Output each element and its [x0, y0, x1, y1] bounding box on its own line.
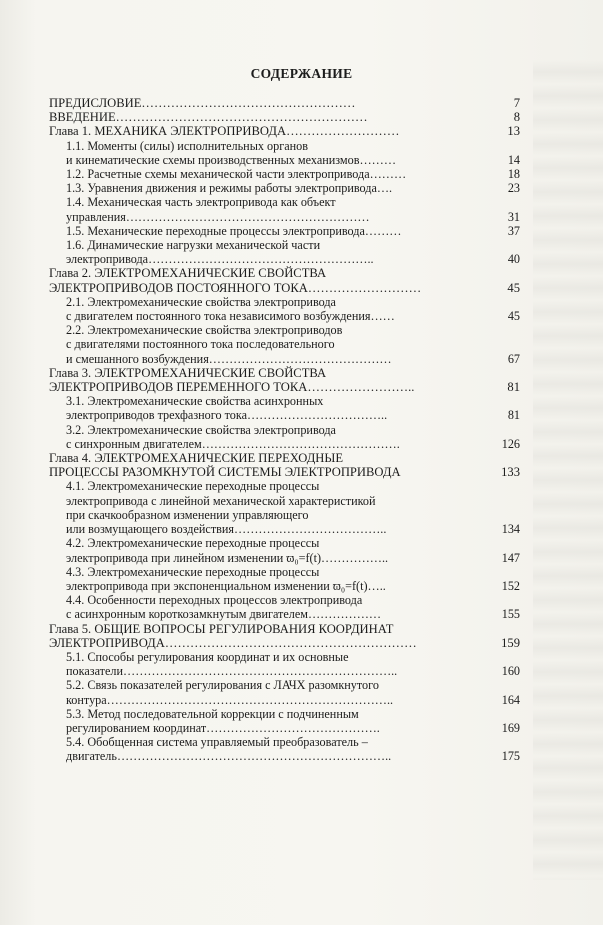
toc-entry-text-line: Глава 1. МЕХАНИКА ЭЛЕКТРОПРИВОДА………………………: [49, 124, 400, 139]
toc-section-entry[interactable]: [0, 593, 603, 621]
toc-section-entry[interactable]: [0, 565, 603, 593]
toc-section-entry[interactable]: [0, 295, 603, 323]
toc-section-entry[interactable]: [0, 536, 603, 564]
toc-entry-text-line: Глава 4. ЭЛЕКТРОМЕХАНИЧЕСКИЕ ПЕРЕХОДНЫЕ: [49, 451, 344, 466]
toc-entry-text-line: электропривода при линейном изменении ϖ₀=f(t)……………..: [66, 550, 389, 565]
toc-page-number: 159: [501, 635, 520, 650]
toc-chapter-entry[interactable]: [0, 124, 603, 138]
toc-page-number: 14: [507, 152, 520, 167]
toc-entry-text-line: Глава 2. ЭЛЕКТРОМЕХАНИЧЕСКИЕ СВОЙСТВА: [49, 266, 327, 281]
toc-entry-text-line: с двигателями постоянного тока последовательного: [66, 337, 335, 352]
toc-entry-text-line: 1.1. Моменты (силы) исполнительных органов: [66, 138, 308, 153]
toc-entry-text-line: 5.2. Связь показателей регулирования с ЛАЧХ разомкнутого: [66, 678, 379, 693]
toc-section-entry[interactable]: [0, 238, 603, 266]
toc-entry-text-line: и кинематические схемы производственных механизмов………: [66, 152, 397, 167]
toc-chapter-entry[interactable]: [0, 266, 603, 294]
toc-entry-text-line: 1.3. Уравнения движения и режимы работы электропривода….: [66, 181, 393, 196]
toc-page-number: 155: [501, 607, 520, 622]
toc-page-number: 7: [513, 96, 520, 110]
toc-section-entry[interactable]: [0, 479, 603, 536]
toc-section-entry[interactable]: [0, 167, 603, 181]
toc-page-number: 45: [507, 280, 520, 295]
toc-page-number: 40: [507, 252, 520, 267]
toc-entry-text-line: Глава 3. ЭЛЕКТРОМЕХАНИЧЕСКИЕ СВОЙСТВА: [49, 365, 327, 380]
toc-entry-text-line: 1.5. Механические переходные процессы электропривода………: [66, 223, 402, 238]
toc-entry-text-line: 4.1. Электромеханические переходные процессы: [66, 479, 320, 494]
toc-page-number: 45: [507, 309, 520, 324]
toc-page-number: 37: [507, 223, 520, 238]
toc-entry-text-line: ВВЕДЕНИЕ……………………………………………………: [49, 110, 368, 125]
table-of-contents: [0, 96, 603, 764]
toc-page-number: 8: [513, 110, 520, 125]
toc-entry-text-line: Глава 5. ОБЩИЕ ВОПРОСЫ РЕГУЛИРОВАНИЯ КООРДИНАТ: [49, 621, 394, 636]
toc-entry-text-line: 4.4. Особенности переходных процессов электропривода: [66, 593, 363, 608]
toc-page-number: 13: [507, 124, 520, 139]
toc-entry-text-line: и смешанного возбуждения………………………………………: [66, 351, 392, 366]
toc-entry-text-line: при скачкообразном изменении управляющего: [66, 507, 309, 522]
toc-page-number: 133: [501, 465, 520, 480]
toc-page-number: 134: [501, 522, 520, 537]
toc-entry-text-line: 5.1. Способы регулирования координат и их основные: [66, 649, 349, 664]
toc-section-entry[interactable]: [0, 735, 603, 763]
toc-page-number: 164: [501, 692, 520, 707]
toc-page-number: 169: [501, 720, 520, 735]
toc-page-number: 126: [501, 436, 520, 451]
toc-section-entry[interactable]: [0, 423, 603, 451]
toc-entry-text-line: электропривода………………………………………………..: [66, 252, 374, 267]
toc-entry-text-line: ПРОЦЕССЫ РАЗОМКНУТОЙ СИСТЕМЫ ЭЛЕКТРОПРИВОДА: [49, 465, 401, 480]
toc-chapter-entry[interactable]: [0, 96, 603, 110]
toc-entry-text-line: с двигателем постоянного тока независимого возбуждения……: [66, 309, 395, 324]
toc-section-entry[interactable]: [0, 323, 603, 366]
toc-entry-text-line: ЭЛЕКТРОПРИВОДОВ ПОСТОЯННОГО ТОКА………………………: [49, 280, 422, 295]
toc-entry-text-line: электроприводов трехфазного тока……………………………..: [66, 408, 388, 423]
toc-section-entry[interactable]: [0, 678, 603, 706]
toc-section-entry[interactable]: [0, 707, 603, 735]
toc-entry-text-line: регулированием координат…………………………………….: [66, 720, 380, 735]
toc-chapter-entry[interactable]: [0, 366, 603, 394]
toc-entry-text-line: 1.4. Механическая часть электропривода как объект: [66, 195, 336, 210]
toc-entry-text-line: ПРЕДИСЛОВИЕ……………………………………………: [49, 96, 356, 110]
toc-section-entry[interactable]: [0, 224, 603, 238]
toc-entry-text-line: двигатель…………………………………………………………..: [66, 749, 392, 764]
toc-page-number: 67: [507, 351, 520, 366]
toc-chapter-entry[interactable]: [0, 451, 603, 479]
toc-entry-text-line: 3.2. Электромеханические свойства электропривода: [66, 422, 336, 437]
toc-entry-text-line: 1.6. Динамические нагрузки механической части: [66, 238, 321, 253]
toc-page-number: 81: [507, 408, 520, 423]
toc-section-entry[interactable]: [0, 394, 603, 422]
toc-section-entry[interactable]: [0, 650, 603, 678]
toc-entry-text-line: 1.2. Расчетные схемы механической части электропривода………: [66, 167, 407, 182]
toc-entry-text-line: 4.2. Электромеханические переходные процессы: [66, 536, 320, 551]
toc-section-entry[interactable]: [0, 139, 603, 167]
toc-page-number: 31: [507, 209, 520, 224]
toc-chapter-entry[interactable]: [0, 110, 603, 124]
toc-entry-text-line: ЭЛЕКТРОПРИВОДА……………………………………………………: [49, 635, 417, 650]
toc-entry-text-line: 3.1. Электромеханические свойства асинхронных: [66, 394, 324, 409]
toc-page-number: 152: [501, 578, 520, 593]
toc-page-number: 147: [501, 550, 520, 565]
toc-entry-text-line: 5.4. Обобщенная система управляемый преобразователь –: [66, 735, 368, 750]
toc-entry-text-line: показатели…………………………………………………………..: [66, 664, 398, 679]
toc-entry-text-line: 2.2. Электромеханические свойства электроприводов: [66, 323, 343, 338]
toc-entry-text-line: контура……………………………………………………………..: [66, 692, 394, 707]
toc-section-entry[interactable]: [0, 195, 603, 223]
toc-page-number: 23: [507, 181, 520, 196]
toc-entry-text-line: или возмущающего воздействия………………………………..: [66, 522, 387, 537]
toc-page-number: 18: [507, 167, 520, 182]
toc-entry-text-line: 2.1. Электромеханические свойства электропривода: [66, 294, 336, 309]
toc-page-number: 81: [507, 380, 520, 395]
toc-entry-text-line: 5.3. Метод последовательной коррекции с подчиненным: [66, 706, 359, 721]
toc-section-entry[interactable]: [0, 181, 603, 195]
toc-entry-text-line: электропривода при экспоненциальном изменении ϖ₀=f(t)…..: [66, 578, 386, 593]
toc-entry-text-line: с асинхронным короткозамкнутым двигателем………………: [66, 607, 382, 622]
toc-entry-text-line: электропривода с линейной механической характеристикой: [66, 493, 376, 508]
toc-entry-text-line: управления……………………………………………………: [66, 209, 370, 224]
toc-page-number: 160: [501, 664, 520, 679]
toc-entry-text-line: 4.3. Электромеханические переходные процессы: [66, 564, 320, 579]
page-title: СОДЕРЖАНИЕ: [250, 66, 353, 81]
toc-page-number: 175: [501, 749, 520, 764]
toc-entry-text-line: с синхронным двигателем………………………………………….: [66, 436, 400, 451]
toc-entry-text-line: ЭЛЕКТРОПРИВОДОВ ПЕРЕМЕННОГО ТОКА……………………..: [49, 380, 415, 395]
toc-chapter-entry[interactable]: [0, 622, 603, 650]
